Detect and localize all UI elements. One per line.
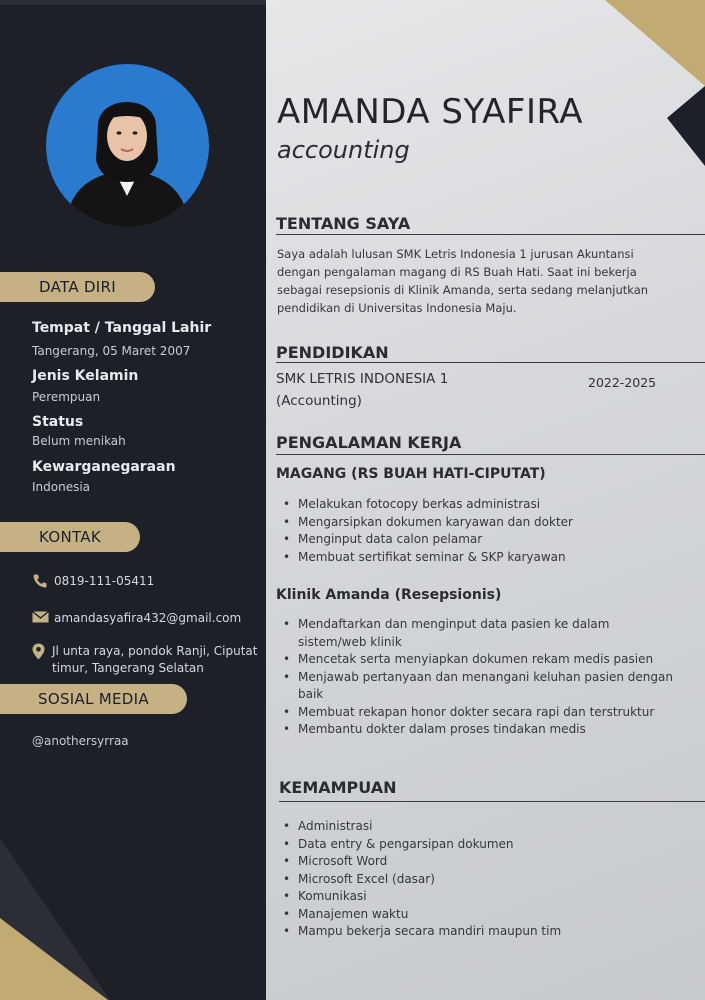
- list-item-continuation: sistem/web klinik: [298, 634, 402, 649]
- list-item: • Membuat sertifikat seminar & SKP karyawan: [298, 549, 688, 567]
- avatar: [46, 64, 209, 227]
- list-item: • Microsoft Excel (dasar): [298, 871, 688, 889]
- list-item: • Mampu bekerja secara mandiri maupun tim: [298, 923, 688, 941]
- about-heading: TENTANG SAYA: [276, 214, 411, 233]
- education-divider: [276, 362, 705, 363]
- list-item: • Menjawab pertanyaan dan menangani keluhan pasien dengan: [298, 669, 688, 687]
- nationality-value: Indonesia: [32, 480, 91, 494]
- sosial-media-heading: SOSIAL MEDIA: [0, 684, 187, 714]
- address-line-2: timur, Tangerang Selatan: [52, 661, 204, 675]
- profile-photo: [46, 64, 209, 227]
- address-line-1: Jl unta raya, pondok Ranji, Ciputat: [52, 644, 258, 658]
- gender-value: Perempuan: [32, 390, 101, 404]
- about-line: Saya adalah lulusan SMK Letris Indonesia 1 jurusan Akuntansi: [277, 247, 634, 261]
- about-divider: [276, 234, 705, 235]
- phone-icon: [32, 573, 50, 589]
- address-row: [32, 643, 257, 677]
- list-item: • Administrasi: [298, 818, 688, 836]
- about-line: sebagai resepsionis di Klinik Amanda, serta sedang melanjutkan: [277, 283, 649, 297]
- mail-icon: [32, 610, 50, 626]
- job-title-klinik: Klinik Amanda (Resepsionis): [276, 587, 502, 603]
- skills-heading: KEMAMPUAN: [279, 778, 397, 797]
- list-item: • Mendaftarkan dan menginput data pasien ke dalam: [298, 616, 688, 634]
- experience-divider: [276, 454, 705, 455]
- full-name: AMANDA SYAFIRA: [277, 92, 583, 132]
- list-item-continuation: baik: [298, 687, 324, 701]
- sidebar-bottom-gold-triangle: [0, 918, 108, 1000]
- phone-row[interactable]: [32, 573, 154, 590]
- birth-value: Tangerang, 05 Maret 2007: [32, 344, 191, 358]
- list-item: • Manajemen waktu: [298, 906, 688, 924]
- about-paragraph: [277, 245, 677, 317]
- list-item: • Membantu dokter dalam proses tindakan medis: [298, 721, 688, 739]
- list-item: • Melakukan fotocopy berkas administrasi: [298, 496, 688, 514]
- job-klinik-list: [298, 616, 688, 739]
- skills-divider: [279, 801, 705, 802]
- status-label: Status: [32, 414, 84, 430]
- list-item: • Mencetak serta menyiapkan dokumen rekam medis pasien: [298, 651, 688, 669]
- sidebar-top-band: [0, 0, 266, 5]
- education-major: (Accounting): [276, 393, 362, 409]
- data-diri-heading: DATA DIRI: [0, 272, 155, 302]
- list-item: • Data entry & pengarsipan dokumen: [298, 836, 688, 854]
- gender-label: Jenis Kelamin: [32, 368, 139, 384]
- birth-label: Tempat / Tanggal Lahir: [32, 320, 212, 336]
- list-item: • Membuat rekapan honor dokter secara rapi dan terstruktur: [298, 704, 688, 722]
- about-line: pendidikan di Universitas Indonesia Maju.: [277, 301, 517, 315]
- location-pin-icon: [32, 643, 46, 659]
- education-heading: PENDIDIKAN: [276, 343, 389, 362]
- about-line: dengan pengalaman magang di RS Buah Hati. Saat ini bekerja: [277, 265, 637, 279]
- list-item: • Menginput data calon pelamar: [298, 531, 688, 549]
- skills-list: [298, 818, 688, 941]
- job-magang-list: [298, 496, 688, 566]
- list-item: • Komunikasi: [298, 888, 688, 906]
- experience-heading: PENGALAMAN KERJA: [276, 433, 462, 452]
- social-handle[interactable]: @anothersyrraa: [32, 734, 129, 748]
- job-role: accounting: [277, 136, 410, 164]
- main-content: [266, 0, 705, 1000]
- nationality-label: Kewarganegaraan: [32, 459, 176, 475]
- status-value: Belum menikah: [32, 434, 126, 448]
- job-title-magang: MAGANG (RS BUAH HATI-CIPUTAT): [276, 466, 546, 482]
- sidebar: [0, 0, 266, 1000]
- education-school: SMK LETRIS INDONESIA 1: [276, 371, 449, 387]
- list-item: • Mengarsipkan dokumen karyawan dan dokter: [298, 514, 688, 532]
- email-address: amandasyafira432@gmail.com: [54, 611, 242, 625]
- email-row[interactable]: [32, 610, 241, 627]
- top-right-gold-triangle: [605, 0, 705, 86]
- list-item: • Microsoft Word: [298, 853, 688, 871]
- kontak-heading: KONTAK: [0, 522, 140, 552]
- education-years: 2022-2025: [588, 375, 657, 390]
- phone-number: 0819-111-05411: [54, 574, 155, 588]
